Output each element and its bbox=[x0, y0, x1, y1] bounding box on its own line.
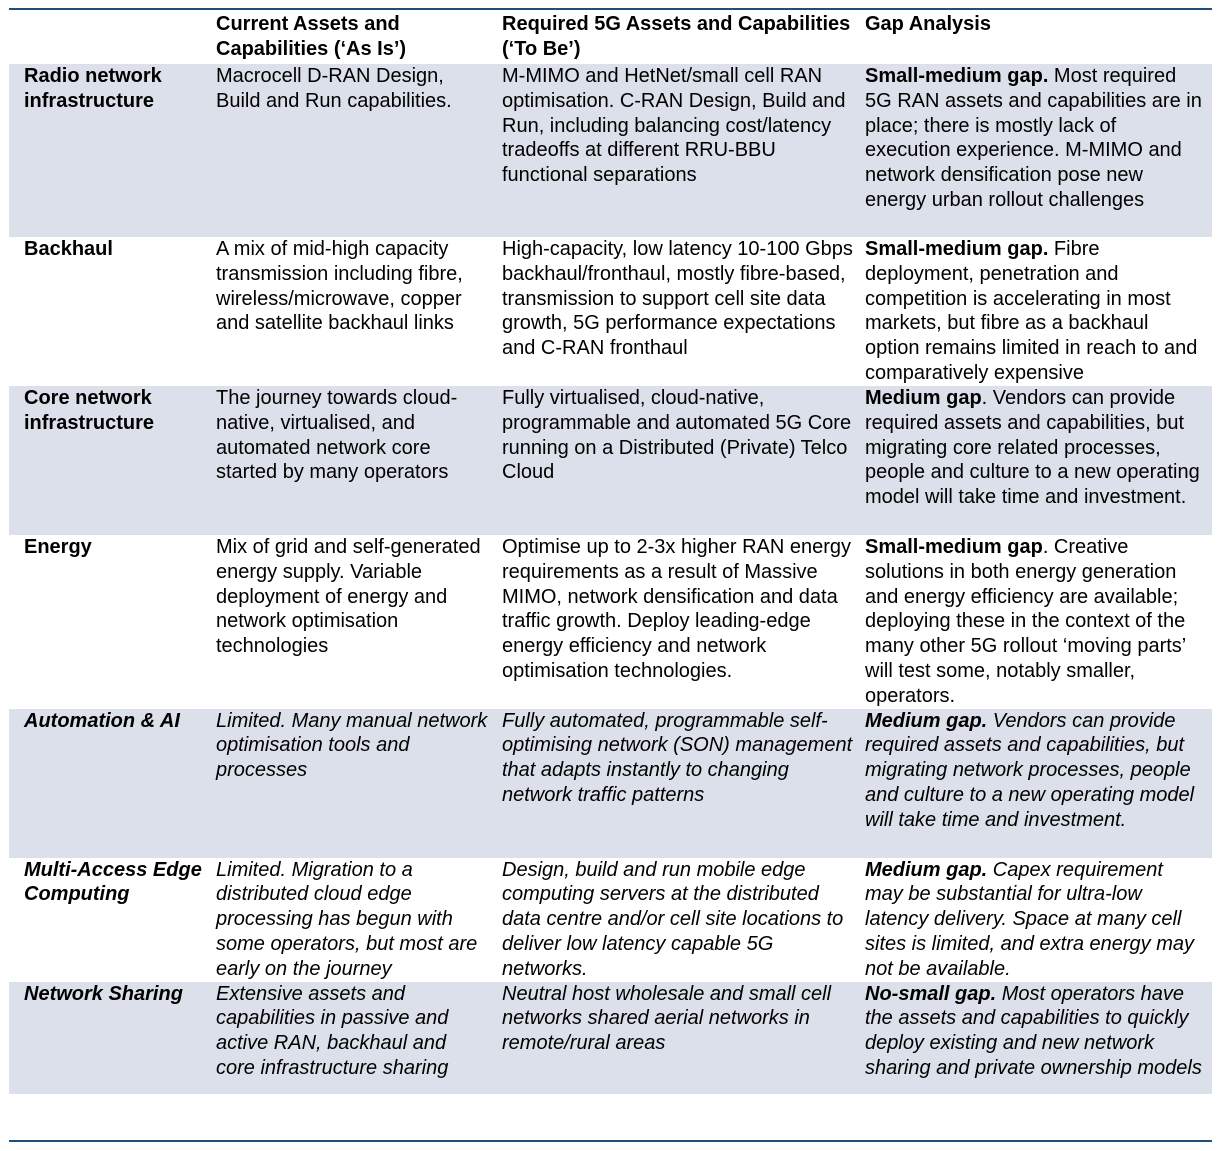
row-required: Fully automated, programmable self-optimising network (SON) management that adapts instantly to changing network traffic patterns bbox=[496, 709, 859, 858]
gap-text: Capex requirement may be substantial for ultra-low latency delivery. Space at many cell sites is limited, and extra energy may not be available. bbox=[865, 858, 1195, 980]
row-current: Extensive assets and capabilities in passive and active RAN, backhaul and core infrastructure sharing bbox=[210, 982, 496, 1094]
row-current: Limited. Many manual network optimisation tools and processes bbox=[210, 709, 496, 858]
gap-level: Small-medium gap. bbox=[865, 238, 1049, 260]
row-current: Mix of grid and self-generated energy supply. Variable deployment of energy and network optimisation technologies bbox=[210, 535, 496, 709]
gap-text: Fibre deployment, penetration and competition is accelerating in most markets, but fibre as a backhaul option remains limited in reach to and comparatively expensive bbox=[865, 238, 1198, 384]
row-area: Network Sharing bbox=[9, 982, 210, 1094]
row-required: Design, build and run mobile edge computing servers at the distributed data centre and/or cell site locations to deliver low latency capable 5G networks. bbox=[496, 858, 859, 982]
gap-text: Vendors can provide required assets and capabilities, but migrating network processes, people and culture to a new operating model will take time and investment. bbox=[865, 709, 1195, 831]
table-row bbox=[9, 858, 1212, 982]
row-required: M-MIMO and HetNet/small cell RAN optimisation. C-RAN Design, Build and Run, including balancing cost/latency tradeoffs at different RRU-BBU functional separations bbox=[496, 64, 859, 237]
gap-text: . Vendors can provide required assets and capabilities, but migrating core related processes, people and culture to a new operating model will take time and investment. bbox=[865, 387, 1200, 509]
gap-analysis-table bbox=[9, 11, 1212, 1094]
row-area: Automation & AI bbox=[9, 709, 210, 858]
row-area: Energy bbox=[9, 535, 210, 709]
row-gap bbox=[859, 535, 1212, 709]
row-current: A mix of mid-high capacity transmission including fibre, wireless/microwave, copper and satellite backhaul links bbox=[210, 237, 496, 386]
row-required: Neutral host wholesale and small cell networks shared aerial networks in remote/rural areas bbox=[496, 982, 859, 1094]
header-required: Required 5G Assets and Capabilities (‘To Be’) bbox=[502, 13, 851, 60]
table-row bbox=[9, 535, 1212, 709]
row-gap bbox=[859, 237, 1212, 386]
row-gap bbox=[859, 64, 1212, 237]
table-row bbox=[9, 386, 1212, 535]
top-rule bbox=[9, 8, 1212, 10]
row-gap bbox=[859, 982, 1212, 1094]
row-gap bbox=[859, 386, 1212, 535]
header-gap: Gap Analysis bbox=[865, 13, 991, 35]
row-required: Fully virtualised, cloud-native, programmable and automated 5G Core running on a Distributed (Private) Telco Cloud bbox=[496, 386, 859, 535]
row-gap bbox=[859, 858, 1212, 982]
gap-level: Small-medium gap bbox=[865, 536, 1043, 558]
table-row bbox=[9, 709, 1212, 858]
header-row bbox=[9, 11, 1212, 64]
row-area: Core network infrastructure bbox=[9, 386, 210, 535]
header-current: Current Assets and Capabilities (‘As Is’) bbox=[216, 13, 407, 60]
row-current: Limited. Migration to a distributed cloud edge processing has begun with some operators, but most are early on the journey bbox=[210, 858, 496, 982]
gap-text: . Creative solutions in both energy generation and energy efficiency are available; deploying these in the context of the many other 5G rollout ‘moving parts’ will test some, notably smaller, operators. bbox=[865, 536, 1186, 707]
gap-level: Medium gap. bbox=[865, 709, 988, 732]
header-area bbox=[9, 11, 210, 64]
gap-text: Most required 5G RAN assets and capabilities are in place; there is mostly lack of execution experience. M-MIMO and network densification pose new energy urban rollout challenges bbox=[865, 65, 1202, 211]
row-area: Multi-Access Edge Computing bbox=[9, 858, 210, 982]
gap-level: Medium gap. bbox=[865, 858, 988, 881]
row-current: Macrocell D-RAN Design, Build and Run capabilities. bbox=[210, 64, 496, 237]
row-area: Radio network infrastructure bbox=[9, 64, 210, 237]
row-current: The journey towards cloud-native, virtualised, and automated network core started by many operators bbox=[210, 386, 496, 535]
table-row bbox=[9, 237, 1212, 386]
row-required: Optimise up to 2-3x higher RAN energy requirements as a result of Massive MIMO, network densification and data traffic growth. Deploy leading-edge energy efficiency and network optimisation technologies. bbox=[496, 535, 859, 709]
table-row bbox=[9, 64, 1212, 237]
table-row bbox=[9, 982, 1212, 1094]
gap-level: Medium gap bbox=[865, 387, 982, 409]
bottom-rule bbox=[9, 1140, 1212, 1142]
row-area: Backhaul bbox=[9, 237, 210, 386]
row-gap bbox=[859, 709, 1212, 858]
row-required: High-capacity, low latency 10-100 Gbps backhaul/fronthaul, mostly fibre-based, transmission to support cell site data growth, 5G performance expectations and C-RAN fronthaul bbox=[496, 237, 859, 386]
gap-text: Most operators have the assets and capabilities to quickly deploy existing and new network sharing and private ownership models bbox=[865, 982, 1202, 1079]
gap-level: No-small gap. bbox=[865, 982, 997, 1005]
gap-level: Small-medium gap. bbox=[865, 65, 1049, 87]
